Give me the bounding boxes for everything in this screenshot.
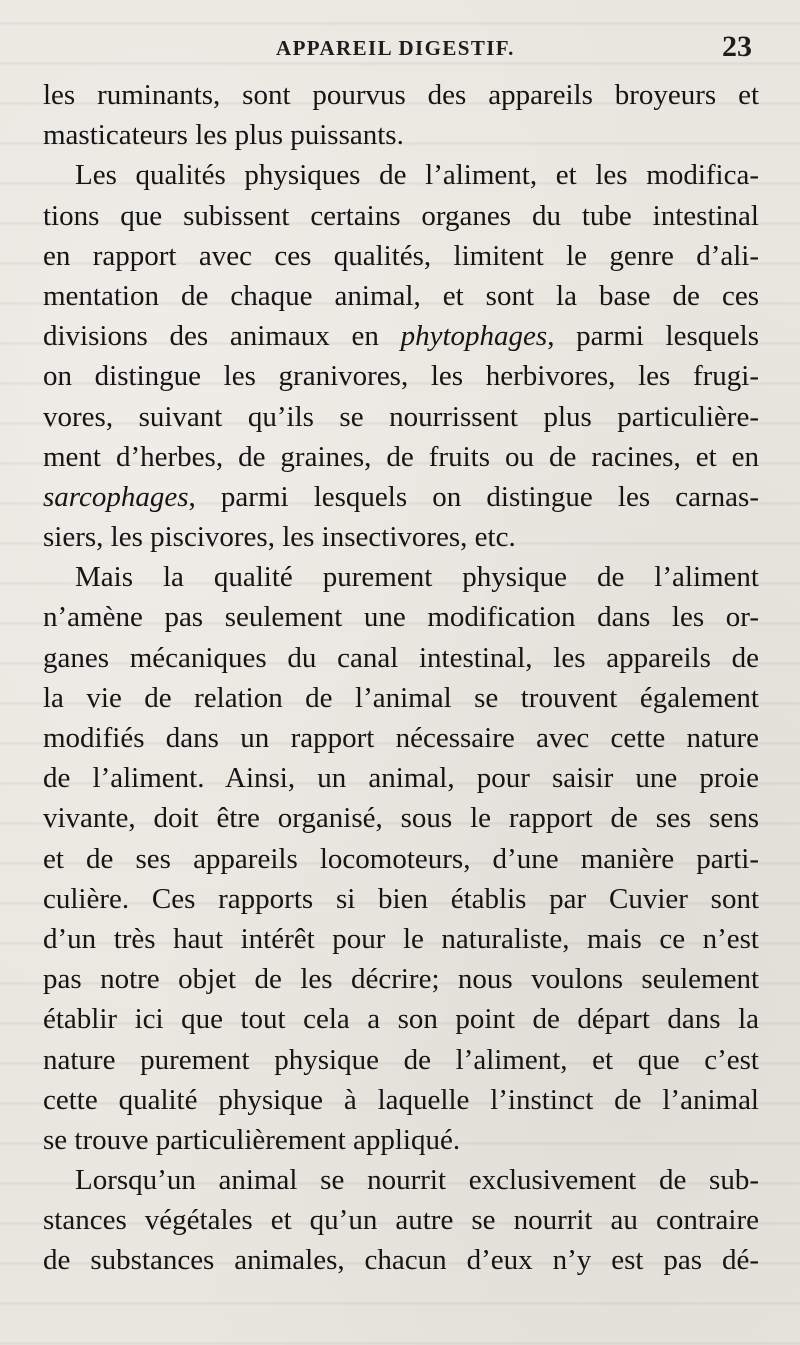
text-line — [43, 919, 759, 959]
text-segment: divisions des animaux en — [43, 320, 401, 353]
text-line — [43, 638, 759, 678]
text-segment: masticateurs les plus puissants. — [43, 119, 404, 152]
page-header — [0, 28, 800, 68]
text-line — [43, 1120, 759, 1160]
text-segment: mentation de chaque animal, et sont la base de ces — [43, 279, 759, 312]
running-head: APPAREIL DIGESTIF. — [276, 36, 515, 60]
text-segment: cette qualité physique à laquelle l’instinct de l’animal — [43, 1083, 759, 1116]
text-line — [43, 75, 759, 115]
text-segment: siers, les piscivores, les insectivores, etc. — [43, 521, 516, 554]
text-segment: et de ses appareils locomoteurs, d’une manière parti- — [43, 842, 759, 875]
text-segment: se trouve particulièrement appliqué. — [43, 1123, 461, 1156]
text-segment: d’un très haut intérêt pour le naturaliste, mais ce n’est — [43, 922, 759, 955]
text-segment: tions que subissent certains organes du tube intestinal — [43, 199, 759, 232]
paragraph-start-line — [43, 155, 759, 195]
text-line — [43, 597, 759, 637]
text-segment: pas notre objet de les décrire; nous voulons seulement — [43, 963, 759, 996]
text-segment: de substances animales, chacun d’eux n’y est pas dé- — [43, 1244, 759, 1277]
text-line — [43, 798, 759, 838]
text-segment: on distingue les granivores, les herbivores, les frugi- — [43, 360, 759, 393]
text-line — [43, 1080, 759, 1120]
paragraph-start-line — [43, 557, 759, 597]
text-line — [43, 196, 759, 236]
text-segment: , parmi lesquels on distingue les carnas- — [188, 480, 759, 513]
text-segment: n’amène pas seulement une modification dans les or- — [43, 601, 759, 634]
text-segment: Les qualités physiques de l’aliment, et les modifica- — [75, 159, 759, 192]
text-segment: stances végétales et qu’un autre se nourrit au contraire — [43, 1204, 759, 1237]
text-segment: vivante, doit être organisé, sous le rapport de ses sens — [43, 802, 759, 835]
text-segment: vores, suivant qu’ils se nourrissent plus particulière- — [43, 400, 759, 433]
text-segment: établir ici que tout cela a son point de départ dans la — [43, 1003, 759, 1036]
text-segment: la vie de relation de l’animal se trouvent également — [43, 681, 759, 714]
text-segment: modifiés dans un rapport nécessaire avec cette nature — [43, 722, 759, 754]
italic-term: sarcophages — [43, 480, 189, 513]
text-line — [43, 236, 759, 276]
text-line — [43, 316, 759, 356]
text-line — [43, 1240, 759, 1280]
text-segment: , parmi lesquels — [547, 320, 759, 353]
text-line — [43, 1040, 759, 1080]
text-line — [43, 718, 759, 758]
text-line — [43, 477, 759, 517]
text-line — [43, 397, 759, 437]
text-line — [43, 276, 759, 316]
text-line — [43, 678, 759, 718]
text-line — [43, 959, 759, 999]
paragraph-start-line — [43, 1160, 759, 1200]
text-line — [43, 115, 759, 155]
text-line — [43, 999, 759, 1039]
text-segment: Lorsqu’un animal se nourrit exclusivement de sub- — [75, 1164, 759, 1197]
text-segment: nature purement physique de l’aliment, et que c’est — [43, 1043, 759, 1076]
text-segment: en rapport avec ces qualités, limitent le genre d’ali- — [43, 239, 759, 272]
body-text — [43, 75, 759, 1281]
text-line — [43, 437, 759, 477]
text-segment: culière. Ces rapports si bien établis par Cuvier sont — [43, 882, 759, 915]
text-segment: ganes mécaniques du canal intestinal, les appareils de — [43, 641, 759, 674]
text-line — [43, 879, 759, 919]
page-number: 23 — [722, 30, 752, 63]
text-line — [43, 517, 759, 557]
text-segment: ment d’herbes, de graines, de fruits ou de racines, et en — [43, 440, 759, 473]
italic-term: phytophages — [400, 320, 548, 353]
text-segment: les ruminants, sont pourvus des appareils broyeurs et — [43, 79, 759, 111]
text-line — [43, 839, 759, 879]
text-segment: Mais la qualité purement physique de l’aliment — [75, 561, 759, 594]
text-segment: de l’aliment. Ainsi, un animal, pour saisir une proie — [43, 762, 759, 795]
text-line — [43, 1200, 759, 1240]
text-line — [43, 758, 759, 798]
text-line — [43, 356, 759, 396]
